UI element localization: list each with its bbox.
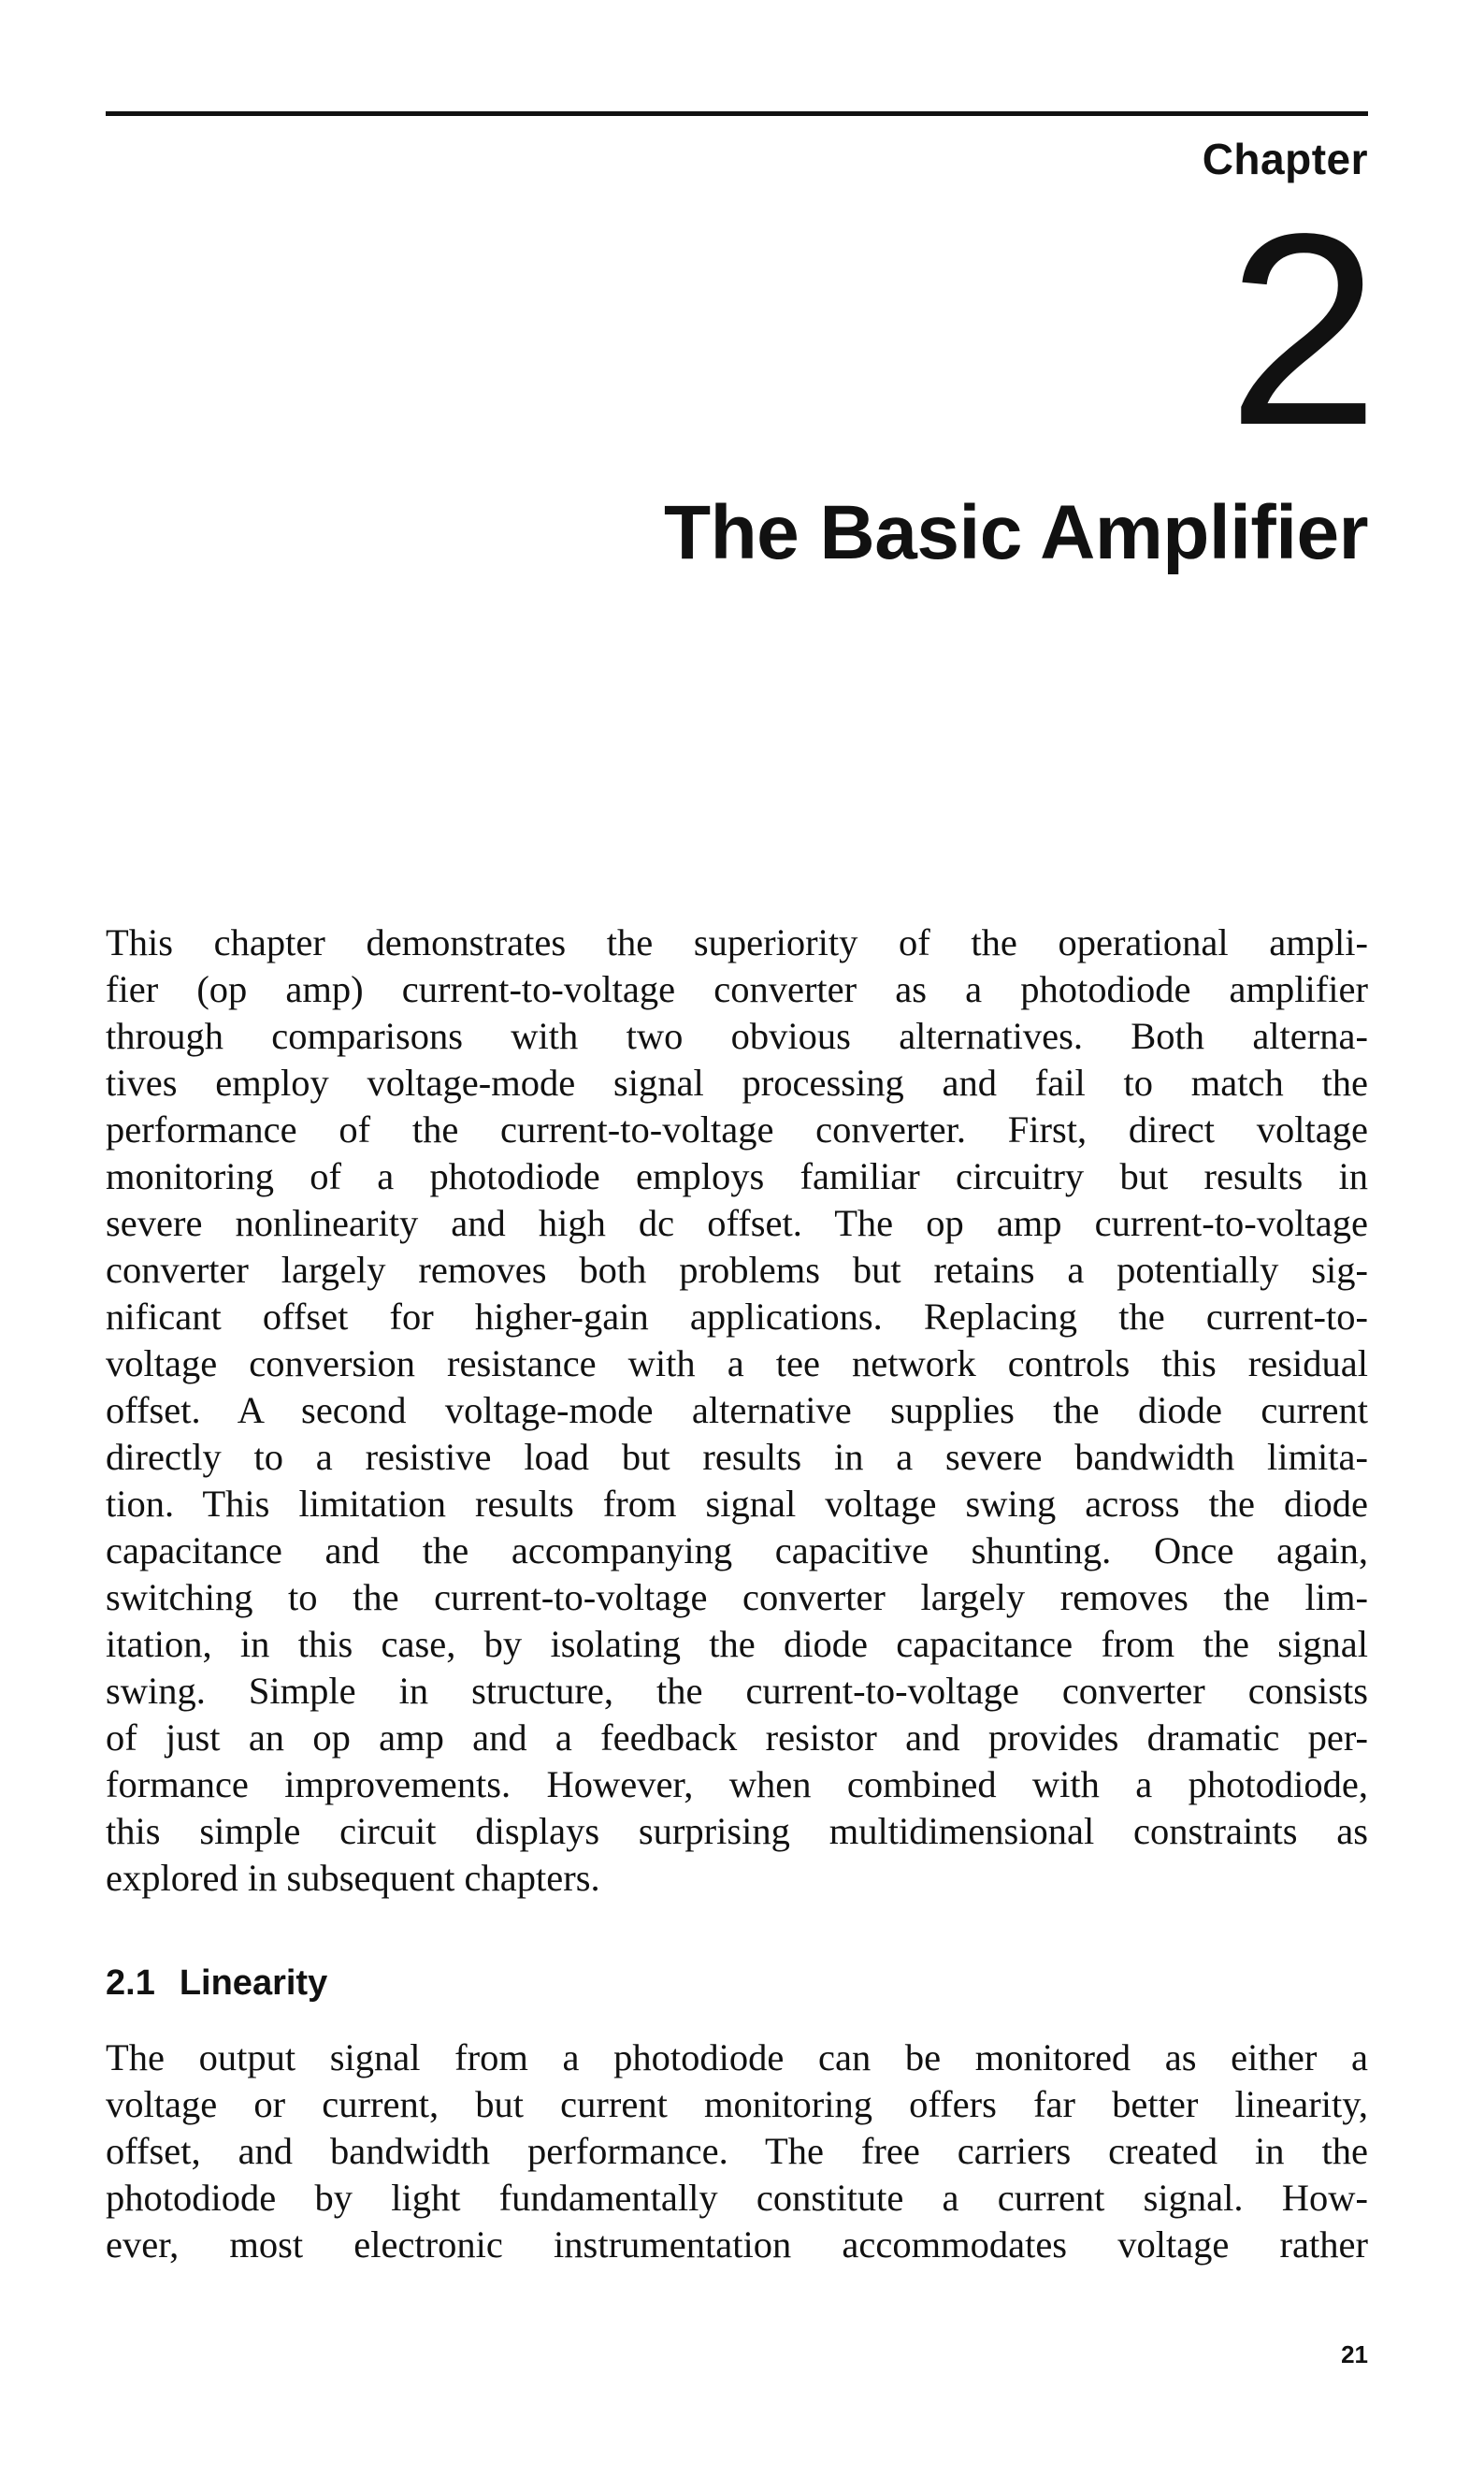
paragraph-line: photodiode by light fundamentally constitute a current signal. How-: [106, 2177, 1368, 2219]
paragraph-line: directly to a resistive load but results in a severe bandwidth limita-: [106, 1436, 1368, 1478]
paragraph-line: voltage conversion resistance with a tee network controls this residual: [106, 1342, 1368, 1384]
paragraph-line: fier (op amp) current-to-voltage converter as a photodiode amplifier: [106, 968, 1368, 1010]
section-title: Linearity: [179, 1963, 328, 2003]
paragraph-line: through comparisons with two obvious alternatives. Both alterna-: [106, 1015, 1368, 1057]
paragraph-line: formance improvements. However, when combined with a photodiode,: [106, 1763, 1368, 1805]
chapter-label: Chapter: [1202, 135, 1368, 183]
chapter-number: 2: [1227, 177, 1374, 482]
paragraph-line: nificant offset for higher-gain applications. Replacing the current-to-: [106, 1296, 1368, 1338]
intro-paragraph: [106, 919, 1368, 1902]
paragraph-line: The output signal from a photodiode can be monitored as either a: [106, 2036, 1368, 2078]
section-paragraph: [106, 2034, 1368, 2268]
paragraph-line: this simple circuit displays surprising multidimensional constraints as: [106, 1810, 1368, 1852]
paragraph-line: offset. A second voltage-mode alternative supplies the diode current: [106, 1389, 1368, 1431]
paragraph-line: monitoring of a photodiode employs familiar circuitry but results in: [106, 1155, 1368, 1197]
section-heading: [106, 1960, 327, 2006]
paragraph-line: capacitance and the accompanying capacitive shunting. Once again,: [106, 1529, 1368, 1571]
paragraph-line: tives employ voltage-mode signal processing and fail to match the: [106, 1062, 1368, 1104]
page-number: 21: [1341, 2340, 1368, 2368]
paragraph-line: offset, and bandwidth performance. The free carriers created in the: [106, 2130, 1368, 2172]
paragraph-line: switching to the current-to-voltage converter largely removes the lim-: [106, 1576, 1368, 1618]
paragraph-line: swing. Simple in structure, the current-to-voltage converter consists: [106, 1670, 1368, 1712]
paragraph-line: This chapter demonstrates the superiority of the operational ampli-: [106, 921, 1368, 963]
section-number: 2.1: [106, 1963, 155, 2003]
paragraph-line: tion. This limitation results from signal voltage swing across the diode: [106, 1483, 1368, 1525]
top-rule: [106, 111, 1368, 116]
chapter-title: The Basic Amplifier: [663, 490, 1368, 575]
paragraph-line: explored in subsequent chapters.: [106, 1857, 600, 1899]
paragraph-line: performance of the current-to-voltage converter. First, direct voltage: [106, 1108, 1368, 1151]
paragraph-line: voltage or current, but current monitoring offers far better linearity,: [106, 2083, 1368, 2125]
paragraph-line: itation, in this case, by isolating the diode capacitance from the signal: [106, 1623, 1368, 1665]
paragraph-line: severe nonlinearity and high dc offset. The op amp current-to-voltage: [106, 1202, 1368, 1244]
paragraph-line: converter largely removes both problems but retains a potentially sig-: [106, 1249, 1368, 1291]
paragraph-line: of just an op amp and a feedback resistor and provides dramatic per-: [106, 1716, 1368, 1759]
paragraph-line: ever, most electronic instrumentation accommodates voltage rather: [106, 2223, 1368, 2266]
